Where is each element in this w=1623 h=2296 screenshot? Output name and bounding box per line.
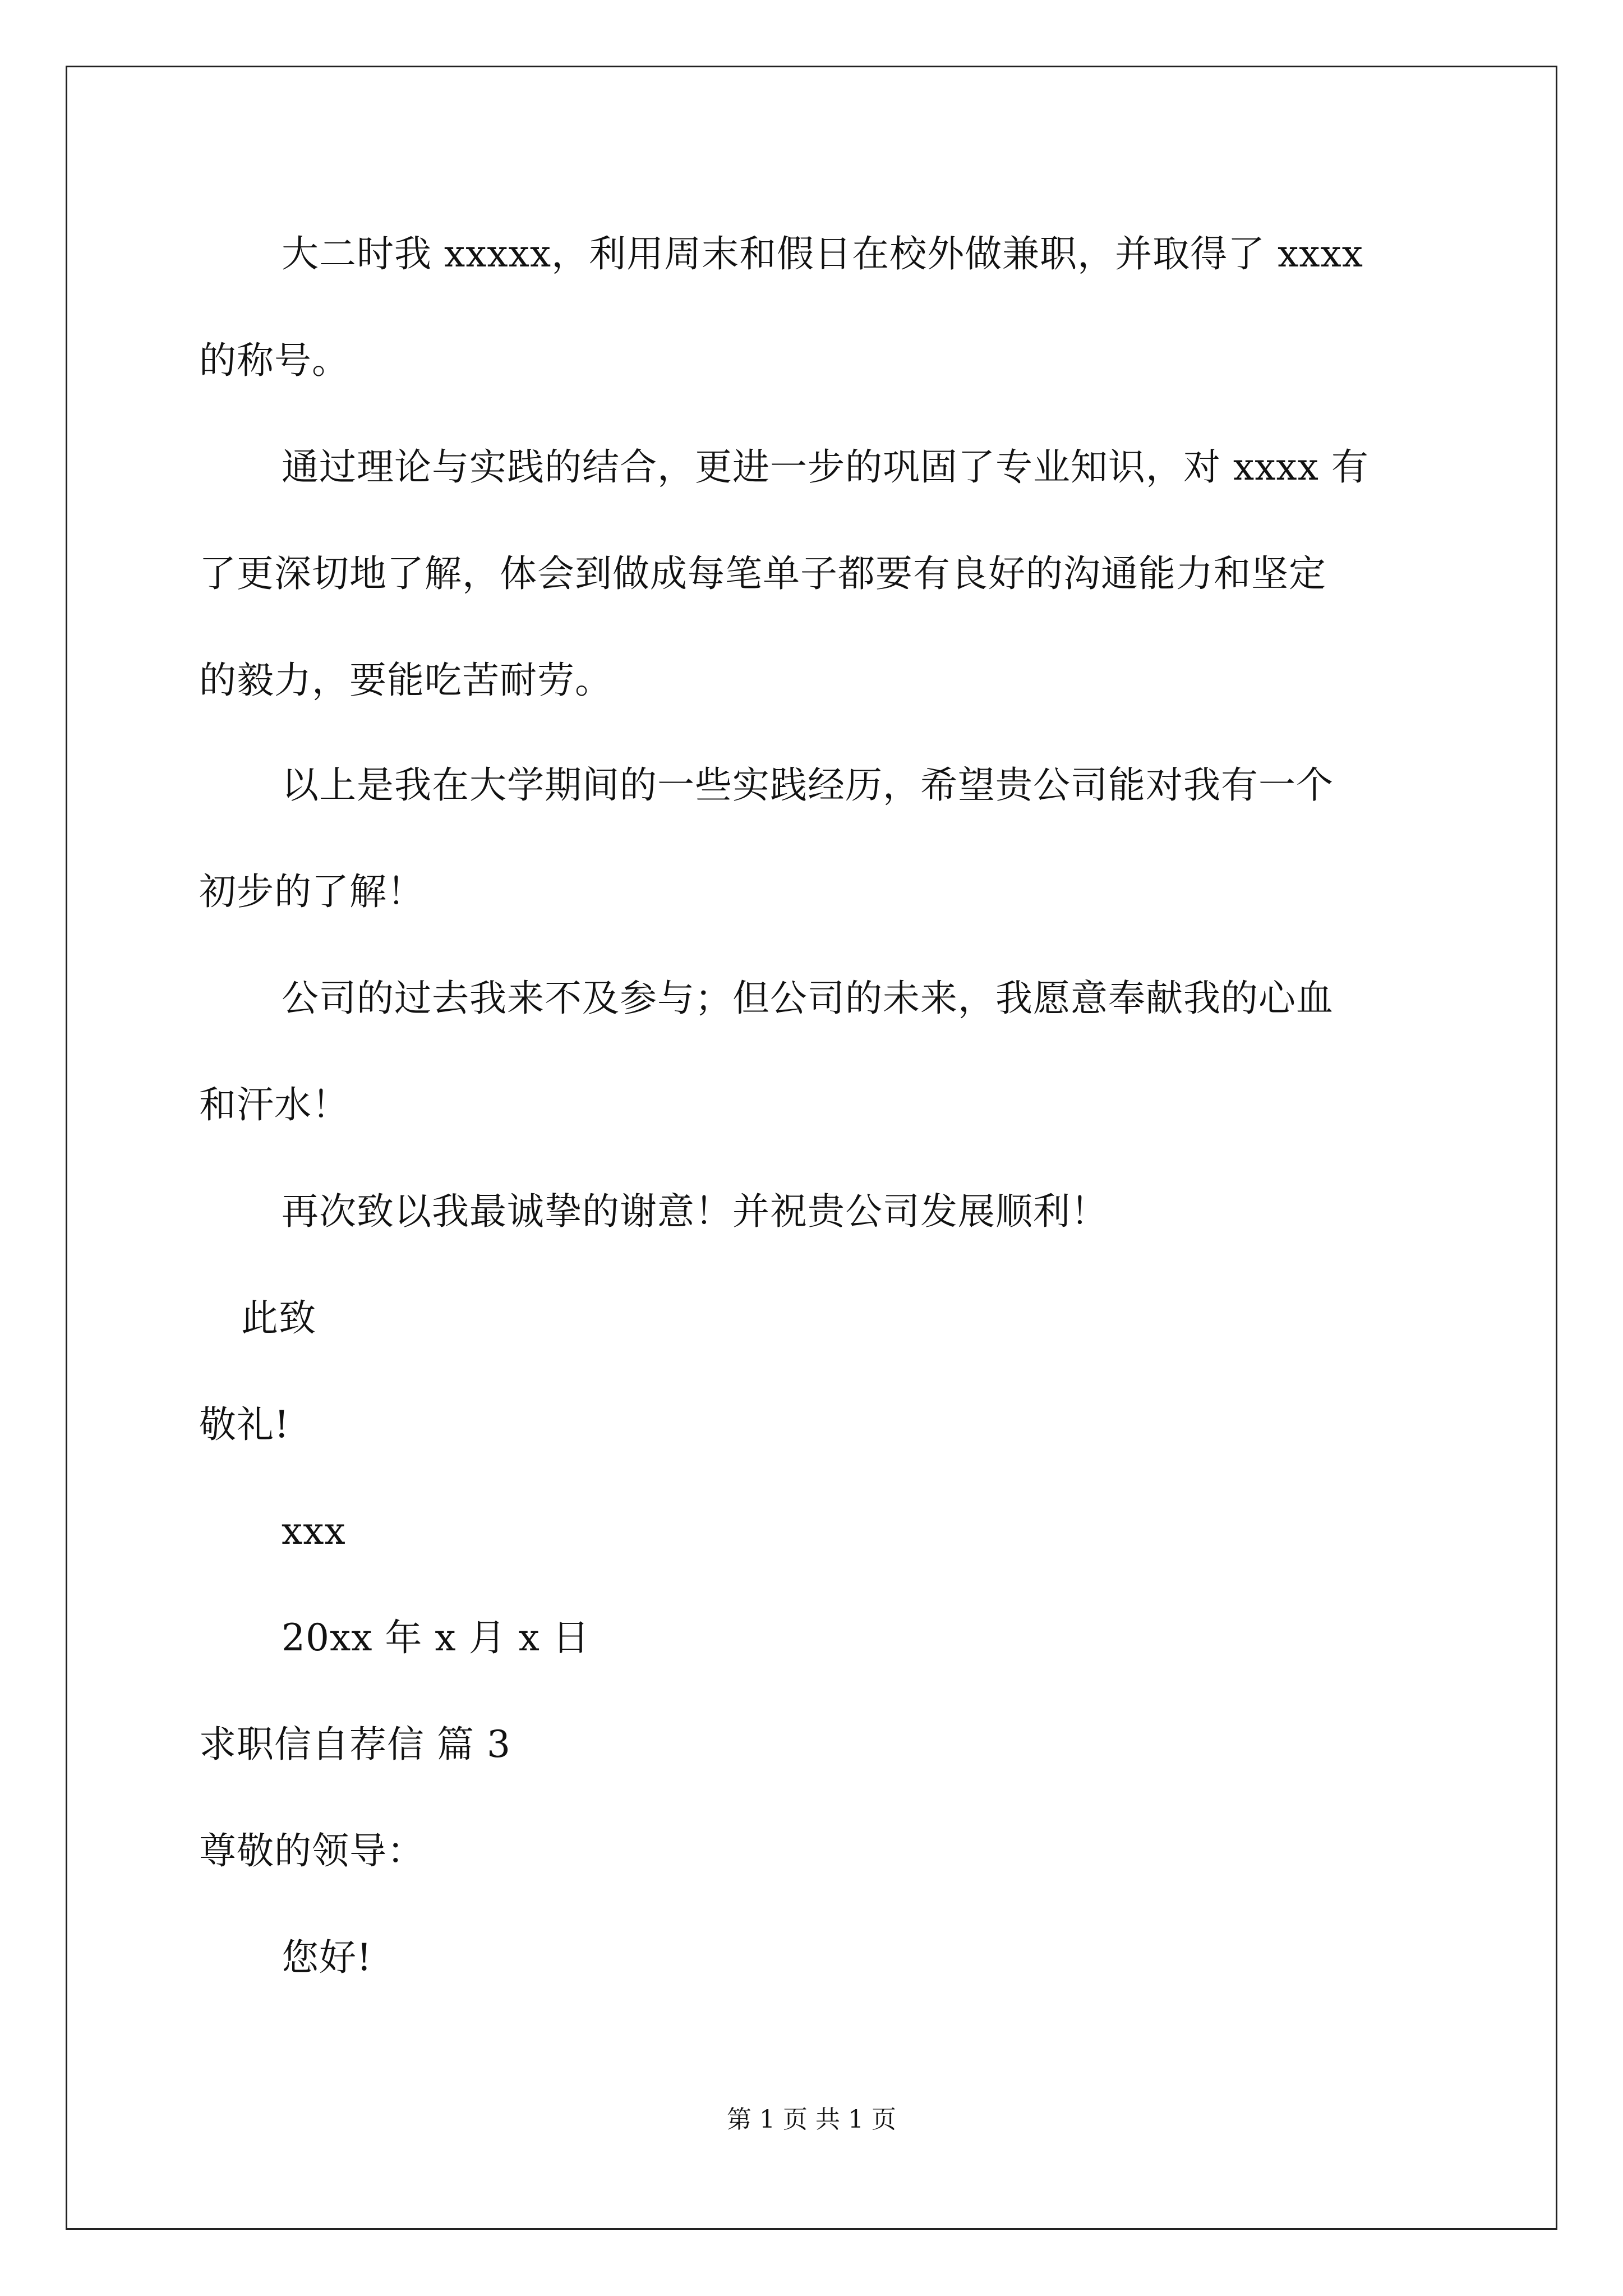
paragraph-3-line-2: 初步的了解！ bbox=[199, 870, 425, 913]
salute-text: 敬礼! bbox=[199, 1403, 290, 1446]
section-title: 求职信自荐信 篇 3 bbox=[199, 1723, 511, 1766]
paragraph-1-line-2: 的称号。 bbox=[199, 339, 349, 382]
paragraph-2-line-2: 了更深切地了解，体会到做成每笔单子都要有良好的沟通能力和坚定 bbox=[199, 552, 1326, 595]
paragraph-2-line-3: 的毅力，要能吃苦耐劳。 bbox=[199, 659, 612, 702]
paragraph-5: 再次致以我最诚挚的谢意！并祝贵公司发展顺利！ bbox=[282, 1190, 1108, 1233]
greeting: 尊敬的领导： bbox=[199, 1829, 425, 1872]
paragraph-2-line-1: 通过理论与实践的结合，更进一步的巩固了专业知识，对 xxxx 有 bbox=[282, 445, 1369, 489]
paragraph-4-line-1: 公司的过去我来不及参与；但公司的未来，我愿意奉献我的心血 bbox=[282, 977, 1334, 1020]
hello-line: 您好! bbox=[282, 1936, 372, 1979]
paragraph-4-line-2: 和汗水！ bbox=[199, 1083, 349, 1126]
date-line: 20xx 年 x 月 x 日 bbox=[282, 1616, 590, 1659]
paragraph-1-line-1: 大二时我 xxxxx，利用周末和假日在校外做兼职，并取得了 xxxx bbox=[282, 232, 1363, 275]
page-footer: 第 1 页 共 1 页 bbox=[727, 2105, 896, 2134]
signature: xxx bbox=[282, 1510, 346, 1553]
page-border bbox=[66, 66, 1557, 2230]
paragraph-3-line-1: 以上是我在大学期间的一些实践经历，希望贵公司能对我有一个 bbox=[282, 763, 1334, 807]
closing-text: 此致 bbox=[241, 1296, 316, 1340]
